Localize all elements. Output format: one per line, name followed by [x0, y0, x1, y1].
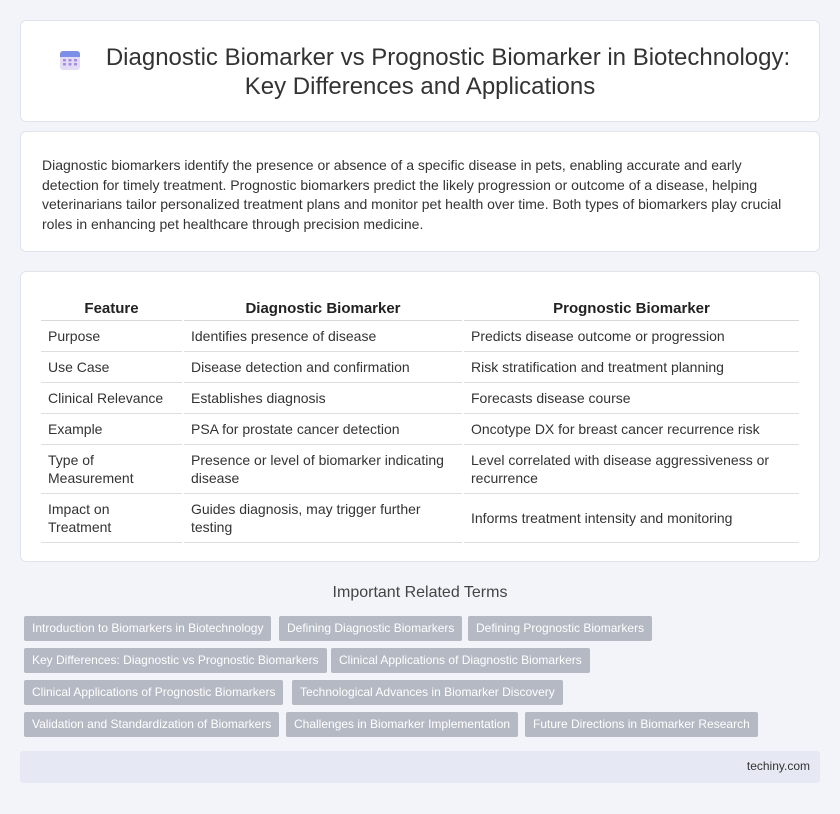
footer	[20, 751, 820, 783]
cell-diagnostic: PSA for prostate cancer detection	[183, 413, 463, 444]
cell-prognostic: Predicts disease outcome or progression	[463, 320, 799, 351]
table-header-row	[41, 294, 799, 320]
tag-validation-and-standardization[interactable]: Validation and Standardization of Biomarkers	[24, 712, 279, 737]
title-line-2: Key Differences and Applications	[244, 73, 596, 100]
cell-diagnostic: Identifies presence of disease	[183, 320, 463, 351]
cell-feature: Purpose	[41, 320, 183, 351]
cell-diagnostic: Presence or level of biomarker indicating disease	[183, 444, 463, 493]
tag-key-differences[interactable]: Key Differences: Diagnostic vs Prognostic Biomarkers	[24, 648, 327, 673]
summary-card	[20, 131, 820, 252]
cell-diagnostic: Guides diagnosis, may trigger further testing	[183, 493, 463, 542]
comparison-table-card	[20, 271, 820, 562]
header-feature: Feature	[41, 294, 183, 320]
cell-feature: Clinical Relevance	[41, 382, 183, 413]
tag-defining-diagnostic-biomarkers[interactable]: Defining Diagnostic Biomarkers	[279, 616, 462, 641]
header-card	[20, 20, 820, 122]
tag-introduction-to-biomarkers[interactable]: Introduction to Biomarkers in Biotechnology	[24, 616, 271, 641]
cell-prognostic: Forecasts disease course	[463, 382, 799, 413]
header-diagnostic: Diagnostic Biomarker	[183, 294, 463, 320]
table-row	[41, 444, 799, 493]
table-row	[41, 320, 799, 351]
cell-prognostic: Oncotype DX for breast cancer recurrence risk	[463, 413, 799, 444]
header-prognostic: Prognostic Biomarker	[463, 294, 799, 320]
cell-feature: Use Case	[41, 351, 183, 382]
cell-feature: Impact on Treatment	[41, 493, 183, 542]
summary-text: Diagnostic biomarkers identify the presence or absence of a specific disease in pets, enabling accurate and early detection for timely treatment. Prognostic biomarkers predict the likely progression or outcome of a disease, helping veterinarians tailor personalized treatment plans and monitor pet health over time. Both types of biomarkers play crucial roles in enhancing pet healthcare through precision medicine.	[42, 157, 782, 232]
cell-feature: Type of Measurement	[41, 444, 183, 493]
footer-site[interactable]: techiny.com	[746, 759, 810, 773]
table-row	[41, 382, 799, 413]
title-line-1: Diagnostic Biomarker vs Prognostic Biomarker in Biotechnology:	[105, 44, 791, 71]
cell-prognostic: Risk stratification and treatment planning	[463, 351, 799, 382]
tag-clinical-applications-prognostic[interactable]: Clinical Applications of Prognostic Biomarkers	[24, 680, 283, 705]
tag-clinical-applications-diagnostic[interactable]: Clinical Applications of Diagnostic Biomarkers	[331, 648, 590, 673]
page-title	[21, 43, 819, 101]
tag-future-directions[interactable]: Future Directions in Biomarker Research	[525, 712, 758, 737]
cell-prognostic: Informs treatment intensity and monitoring	[463, 493, 799, 542]
table-row	[41, 493, 799, 542]
table-row	[41, 351, 799, 382]
comparison-table	[41, 294, 799, 543]
tag-challenges-in-implementation[interactable]: Challenges in Biomarker Implementation	[286, 712, 518, 737]
cell-diagnostic: Establishes diagnosis	[183, 382, 463, 413]
cell-prognostic: Level correlated with disease aggressiveness or recurrence	[463, 444, 799, 493]
tag-defining-prognostic-biomarkers[interactable]: Defining Prognostic Biomarkers	[468, 616, 652, 641]
table-row	[41, 413, 799, 444]
cell-diagnostic: Disease detection and confirmation	[183, 351, 463, 382]
calendar-grid-icon	[59, 49, 81, 71]
tag-technological-advances[interactable]: Technological Advances in Biomarker Discovery	[292, 680, 563, 705]
related-terms-title: Important Related Terms	[332, 584, 508, 601]
cell-feature: Example	[41, 413, 183, 444]
